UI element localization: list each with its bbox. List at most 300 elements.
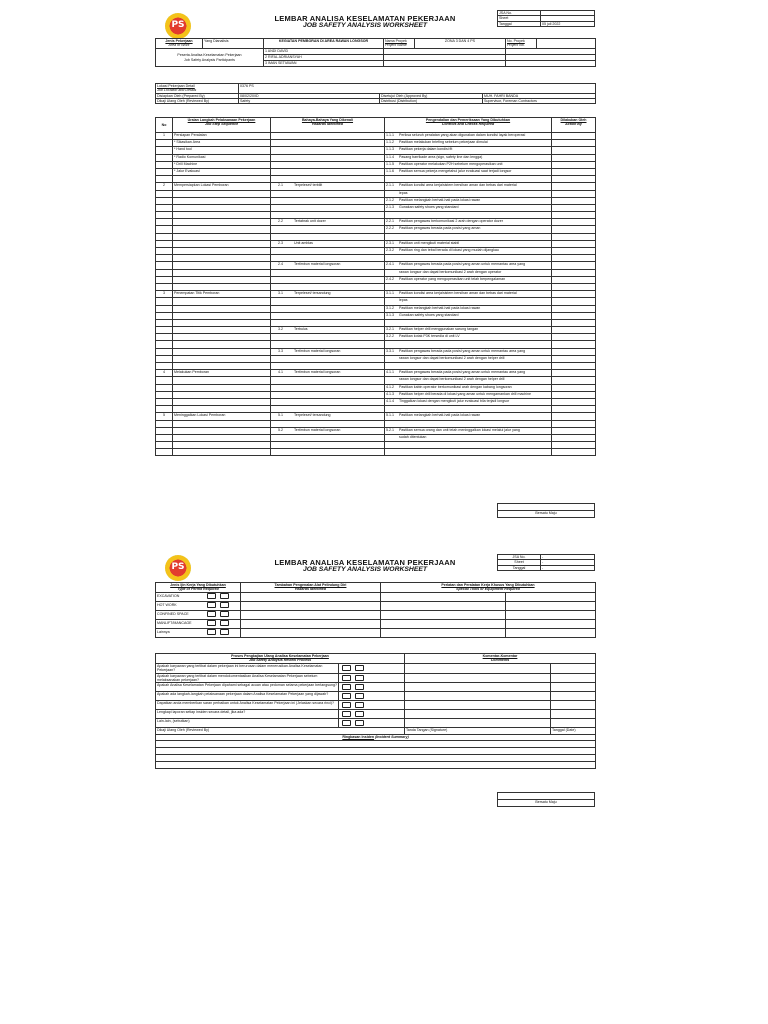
action-by-cell[interactable]: [552, 442, 596, 449]
comments-header-id: Komentar-Komentar: [482, 654, 518, 658]
step-no: [156, 319, 173, 326]
hazard-input[interactable]: [241, 593, 381, 602]
reviewed-by-value[interactable]: Safety: [239, 98, 380, 103]
comment-input-2[interactable]: [551, 701, 596, 710]
hazard-cell: [271, 420, 385, 427]
approved-by-value[interactable]: MUH. FAHRI BANDA: [483, 93, 596, 98]
table-row: [156, 248, 596, 255]
action-by-cell[interactable]: [552, 133, 596, 140]
tanggal-label: Tanggal: [498, 21, 541, 26]
control-cell: [385, 298, 552, 305]
control-text: Pastikan semua pekerja mengetahui jalur evakuasi saat terjadi longsor: [399, 168, 512, 173]
step-no: [156, 327, 173, 334]
step-text: [173, 312, 271, 319]
prepared-by-value[interactable]: 08/02/20/ID: [239, 93, 380, 98]
action-by-cell[interactable]: [552, 212, 596, 219]
permit-cell: [156, 629, 241, 638]
table-row: [156, 204, 596, 211]
jenis-pekerjaan-label: Jenis Pekerjaan: [165, 39, 193, 43]
control-cell: [385, 391, 552, 398]
hazard-no: 3.1: [278, 291, 283, 296]
tanggal-value-2[interactable]: -: [541, 565, 595, 570]
step-text: [173, 219, 271, 226]
hazard-header-en: Hazards Identified: [295, 587, 326, 592]
control-no: 2.3.1: [386, 240, 394, 245]
jsa-page-2: [155, 552, 597, 804]
control-text: Pastikan kabin operator berkomunikasi arah dengan kabang longsoran: [399, 384, 512, 389]
step-text: * Radio Komunikasi: [173, 154, 271, 161]
table-row: [156, 176, 596, 183]
action-by-cell[interactable]: [552, 262, 596, 269]
control-cell: [385, 420, 552, 427]
control-cell: [385, 212, 552, 219]
participant-3[interactable]: 3 IMAN SETIAWAN: [264, 61, 384, 67]
hazard-cell: [271, 255, 385, 262]
tools-header-id: Perlatan dan Peralatan Kerja Khusus Yang Dibutuhkan: [441, 583, 535, 587]
table-row: [156, 147, 596, 154]
hazard-cell: [271, 168, 385, 175]
hazard-cell: [271, 240, 385, 247]
control-cell: [385, 363, 552, 370]
hazard-text: Tertimbun material longsoran: [294, 427, 341, 432]
control-cell: [385, 276, 552, 283]
control-cell: [385, 370, 552, 377]
control-text: Pastikan melangkah berhati-hati pada lokasi rawan: [399, 197, 481, 202]
action-by-cell[interactable]: [552, 370, 596, 377]
control-cell: [385, 197, 552, 204]
table-row: [156, 168, 596, 175]
footer-note-2: Bersatu Maju: [498, 800, 595, 807]
review-row: [156, 710, 596, 719]
hazard-input[interactable]: [241, 620, 381, 629]
lokasi-value[interactable]: 0376 PS: [239, 84, 596, 94]
control-no: 2.1.2: [386, 197, 394, 202]
permit-checkbox-yes[interactable]: [207, 593, 216, 599]
table-row: [156, 327, 596, 334]
hazard-cell: [271, 355, 385, 362]
kegiatan-value[interactable]: KEGIATAN PEMBORAN DI AREA RAWAN LONGSOR: [264, 39, 384, 49]
action-by-cell[interactable]: [552, 154, 596, 161]
tools-input[interactable]: [381, 611, 506, 620]
action-by-cell[interactable]: [552, 276, 596, 283]
review-checkbox-yes[interactable]: [342, 675, 351, 681]
control-no: 2.3.2: [386, 248, 394, 252]
jsa-steps-table: [155, 117, 596, 456]
review-checkboxes: [339, 683, 405, 692]
action-by-cell[interactable]: [552, 226, 596, 233]
participants-label: Job Safety Analysis Participants: [184, 57, 235, 62]
control-text: Pastikan kondisi area kerja/sistem bersihan aman dan bebas dari material: [399, 183, 517, 188]
sheet-value-2[interactable]: -: [541, 560, 595, 565]
col-steps-id: Uraian Langkah Pelaksanaan Pekerjaan: [187, 118, 256, 122]
review-checkbox-yes[interactable]: [342, 711, 351, 717]
review-checkbox-yes[interactable]: [342, 702, 351, 708]
tools-input-2[interactable]: [506, 593, 596, 602]
lokasi-label: Lokasi Pekerjaan Detail: [157, 84, 195, 88]
control-text: Pastikan pekerja dalam kondisi fit: [399, 147, 453, 152]
action-by-cell[interactable]: [552, 197, 596, 204]
table-row: [156, 355, 596, 362]
company-logo: PS: [165, 13, 191, 39]
table-row: [156, 255, 596, 262]
hazard-cell: [271, 233, 385, 240]
hazard-text: Terpeleset/ terbilit: [294, 183, 323, 188]
step-no: [156, 283, 173, 290]
control-cell: [385, 183, 552, 190]
action-by-cell[interactable]: [552, 319, 596, 326]
action-by-cell[interactable]: [552, 427, 596, 434]
step-text: Mempersiapkan Lokasi Pemboran: [173, 183, 271, 190]
permit-label: EXCAVATION: [157, 593, 180, 598]
action-by-cell[interactable]: [552, 398, 596, 405]
action-by-cell[interactable]: [552, 305, 596, 312]
control-no: 1.1.4: [386, 154, 394, 159]
permit-row: [156, 602, 596, 611]
tools-input[interactable]: [381, 629, 506, 638]
action-by-cell[interactable]: [552, 168, 596, 175]
control-text: Pastikan pengawas berkomunikasi 2 arah dengan operator dozer: [399, 219, 503, 224]
control-no: 4.1.1: [386, 370, 394, 375]
step-no: [156, 226, 173, 233]
hazard-cell: [271, 262, 385, 269]
hazard-cell: [271, 183, 385, 190]
approved-by-label: Disetujui Oleh (Approved By): [380, 93, 483, 98]
review-checkbox-yes[interactable]: [342, 720, 351, 726]
control-no: 3.1.2: [386, 305, 394, 310]
hazard-text: Tertimbun material longsoran: [294, 348, 341, 353]
control-cell: [385, 377, 552, 384]
step-text: [173, 190, 271, 197]
review-checkbox-no[interactable]: [355, 665, 364, 671]
step-no: [156, 298, 173, 305]
tanggal-value[interactable]: 05 juli 2022: [541, 21, 595, 26]
permit-checkbox-yes[interactable]: [207, 629, 216, 635]
comment-input-2[interactable]: [551, 683, 596, 692]
tools-input-2[interactable]: [506, 620, 596, 629]
tools-input[interactable]: [381, 602, 506, 611]
step-no: [156, 384, 173, 391]
control-cell: [385, 226, 552, 233]
permit-checkbox-no[interactable]: [220, 629, 229, 635]
step-no: [156, 190, 173, 197]
control-cell: [385, 240, 552, 247]
control-text: Pasang barrikade area (sign, safety line dan lengga): [399, 154, 483, 159]
participant-1[interactable]: 1 ANDI DAVID: [264, 49, 384, 55]
action-by-cell[interactable]: [552, 140, 596, 147]
control-text: Pastikan kondisi area kerja/sistem bersihan aman dan bebas dari material: [399, 291, 517, 296]
action-by-cell[interactable]: [552, 391, 596, 398]
permit-checkbox-no[interactable]: [220, 602, 229, 608]
action-by-cell[interactable]: [552, 147, 596, 154]
table-row: [156, 161, 596, 168]
action-by-cell[interactable]: [552, 348, 596, 355]
prepared-by-label: Disiapkan Oleh (Prepared By): [156, 93, 239, 98]
hazard-cell: [271, 248, 385, 255]
comment-input-2[interactable]: [551, 692, 596, 701]
review-row: [156, 673, 596, 683]
zona-value[interactable]: ZONA 3 DAN 4 PS: [415, 39, 506, 49]
table-row: [156, 363, 596, 370]
control-cell: [385, 147, 552, 154]
nama-proyek-label: Nama Proyek: [385, 39, 407, 43]
tahap-label: Yang Dianalisis: [203, 39, 264, 49]
reviewed-by-label-2: Dikaji Ulang Oleh (Reviewed By): [156, 728, 405, 735]
control-no: 1.1.1: [386, 133, 394, 137]
control-no: 2.1.3: [386, 204, 394, 209]
action-by-cell[interactable]: [552, 190, 596, 197]
review-row: [156, 692, 596, 701]
step-text: * Sikasikan Area: [173, 140, 271, 147]
action-by-cell[interactable]: [552, 269, 596, 276]
action-by-cell[interactable]: [552, 384, 596, 391]
footer-note: Bersatu Maju: [498, 511, 595, 518]
hazard-no: 5.1: [278, 413, 283, 418]
step-text: [173, 283, 271, 290]
hazard-cell: [271, 212, 385, 219]
comment-input[interactable]: [405, 683, 551, 692]
permit-checkbox-no[interactable]: [220, 593, 229, 599]
hazard-no: 5.2: [278, 427, 283, 432]
hazard-cell: [271, 283, 385, 290]
form-subtitle-2: JOB SAFETY ANALYSIS WORKSHEET: [302, 566, 428, 573]
action-by-cell[interactable]: [552, 355, 596, 362]
control-text: Pastikan helper drill menggunakan sarung tangan: [399, 327, 479, 332]
step-text: * Drill Machine: [173, 161, 271, 168]
project-name-label: Project Name: [385, 43, 407, 48]
step-text: [173, 240, 271, 247]
control-text: Pastikan pengawas berada pada posisi yang aman untuk memantau area yang: [399, 262, 526, 267]
review-checkbox-no[interactable]: [355, 693, 364, 699]
control-cell: [385, 384, 552, 391]
control-cell: [385, 355, 552, 362]
tools-input[interactable]: [381, 620, 506, 629]
step-text: Meninggalkan Lokasi Pemboran: [173, 413, 271, 420]
review-table: [155, 653, 596, 769]
action-by-cell[interactable]: [552, 341, 596, 348]
col-controls-en: Controls and Checks Required: [441, 122, 495, 127]
tools-input-2[interactable]: [506, 611, 596, 620]
step-no: 5: [156, 413, 173, 420]
reviewed-by-label: Dikaji Ulang Oleh (Reviewed By): [156, 98, 239, 103]
action-by-cell[interactable]: [552, 377, 596, 384]
control-no: 3.1.1: [386, 291, 394, 296]
control-cell: [385, 140, 552, 147]
action-by-cell[interactable]: [552, 413, 596, 420]
review-question: Apakah karyawan yang terlibat dalam mendokumentasikan Analisa Keselamatan Pekerjaan sebelum melaksanakan pekerjaan?: [156, 673, 339, 683]
step-no: [156, 176, 173, 183]
review-checkbox-yes[interactable]: [342, 693, 351, 699]
hazard-cell: [271, 363, 385, 370]
control-text: Pastikan ring dan tebal berada di lokasi yang mudah dijangkau: [399, 248, 499, 252]
action-by-cell[interactable]: [552, 334, 596, 341]
hazard-input[interactable]: [241, 629, 381, 638]
form-subtitle: JOB SAFETY ANALYSIS WORKSHEET: [302, 22, 428, 29]
comment-input[interactable]: [405, 710, 551, 719]
action-by-cell[interactable]: [552, 363, 596, 370]
hazard-header-id: Tambahan Pengenalan Alat Pelindung Diri: [274, 583, 347, 587]
action-by-cell[interactable]: [552, 327, 596, 334]
control-no: 5.1.1: [386, 413, 394, 418]
col-hazards-en: Hazards Identified: [312, 122, 343, 127]
step-no: [156, 420, 173, 427]
action-by-cell[interactable]: [552, 248, 596, 255]
control-text: Pastikan operator yang mengoperasikan unit telah berpengalaman: [399, 276, 506, 281]
control-text: Pastikan semua orang dan unit telah meninggalkan lokasi melalui jalur yang: [399, 427, 520, 432]
review-checkbox-no[interactable]: [355, 702, 364, 708]
action-by-cell[interactable]: [552, 283, 596, 290]
comment-input[interactable]: [405, 701, 551, 710]
table-row: [156, 377, 596, 384]
review-question: Lain-lain, (sebutkan): [156, 719, 339, 728]
action-by-cell[interactable]: [552, 312, 596, 319]
step-text: [173, 327, 271, 334]
review-checkboxes: [339, 664, 405, 674]
table-row: [156, 291, 596, 298]
step-no: [156, 348, 173, 355]
step-text: [173, 377, 271, 384]
hazard-cell: [271, 348, 385, 355]
review-checkbox-yes[interactable]: [342, 684, 351, 690]
review-checkboxes: [339, 719, 405, 728]
control-cell: [385, 269, 552, 276]
review-checkbox-no[interactable]: [355, 675, 364, 681]
table-row: [156, 269, 596, 276]
comment-input-2[interactable]: [551, 673, 596, 683]
control-cell: [385, 204, 552, 211]
hazard-input[interactable]: [241, 611, 381, 620]
approval-table: [155, 83, 596, 104]
step-text: [173, 204, 271, 211]
table-row: [156, 305, 596, 312]
comment-input[interactable]: [405, 673, 551, 683]
comment-input-2[interactable]: [551, 710, 596, 719]
control-text: rawan longsor dan dapat berkomunikasi 2 arah dengan helper drill: [399, 377, 505, 382]
hazard-cell: [271, 370, 385, 377]
hazard-cell: [271, 398, 385, 405]
step-text: [173, 406, 271, 413]
step-text: [173, 398, 271, 405]
action-by-cell[interactable]: [552, 233, 596, 240]
project-no-label: Project No.: [507, 43, 525, 48]
action-by-cell[interactable]: [552, 291, 596, 298]
permit-cell: [156, 602, 241, 611]
jsa-page-1: [155, 10, 597, 515]
table-row: [156, 370, 596, 377]
review-checkbox-yes[interactable]: [342, 665, 351, 671]
action-by-cell[interactable]: [552, 161, 596, 168]
action-by-cell[interactable]: [552, 420, 596, 427]
step-no: 3: [156, 291, 173, 298]
jsa-no-value-2[interactable]: -: [541, 555, 595, 560]
review-header-en: Job Safety Analysis Review Process: [248, 658, 312, 663]
step-no: [156, 427, 173, 434]
permit-checkbox-yes[interactable]: [207, 611, 216, 617]
action-by-cell[interactable]: [552, 176, 596, 183]
permit-checkbox-yes[interactable]: [207, 602, 216, 608]
action-by-cell[interactable]: [552, 219, 596, 226]
action-by-cell[interactable]: [552, 255, 596, 262]
comment-input[interactable]: [405, 664, 551, 674]
incident-header-id: Ringkasan Insiden: [342, 735, 375, 740]
table-row: [156, 183, 596, 190]
step-no: [156, 147, 173, 154]
permit-row: [156, 629, 596, 638]
table-row: [156, 276, 596, 283]
hazard-cell: [271, 413, 385, 420]
control-cell: [385, 154, 552, 161]
hazard-cell: [271, 298, 385, 305]
job-info-table: [155, 38, 596, 67]
control-cell: [385, 248, 552, 255]
distribution-value[interactable]: Supervisor, Foreman Contractors: [483, 98, 596, 103]
action-by-cell[interactable]: [552, 204, 596, 211]
review-checkbox-no[interactable]: [355, 711, 364, 717]
tools-input-2[interactable]: [506, 629, 596, 638]
hazard-input[interactable]: [241, 602, 381, 611]
table-row: [156, 398, 596, 405]
hazard-cell: [271, 291, 385, 298]
table-row: [156, 413, 596, 420]
permit-checkbox-yes[interactable]: [207, 620, 216, 626]
control-cell: [385, 319, 552, 326]
step-no: [156, 140, 173, 147]
review-checkboxes: [339, 673, 405, 683]
step-no: [156, 377, 173, 384]
hazard-text: Tertimbun material longsoran: [294, 262, 341, 267]
tools-input[interactable]: [381, 593, 506, 602]
permit-checkbox-no[interactable]: [220, 611, 229, 617]
permit-header-id: Jenis Ijin Kerja Yang Dibutuhkan: [170, 583, 226, 587]
hazard-cell: [271, 226, 385, 233]
tools-input-2[interactable]: [506, 602, 596, 611]
step-no: [156, 406, 173, 413]
hazard-text: Terbulus: [294, 327, 308, 332]
step-text: [173, 442, 271, 449]
permit-checkbox-no[interactable]: [220, 620, 229, 626]
action-by-cell[interactable]: [552, 434, 596, 441]
review-checkbox-no[interactable]: [355, 684, 364, 690]
action-by-cell[interactable]: [552, 240, 596, 247]
step-no: [156, 219, 173, 226]
review-row: [156, 664, 596, 674]
step-text: [173, 233, 271, 240]
hazard-cell: [271, 204, 385, 211]
sheet-label: Sheet: [498, 16, 541, 21]
comment-input-2[interactable]: [551, 719, 596, 728]
step-text: [173, 420, 271, 427]
step-no: 1: [156, 133, 173, 140]
table-row: [156, 133, 596, 140]
action-by-cell[interactable]: [552, 406, 596, 413]
review-row: [156, 701, 596, 710]
step-text: [173, 319, 271, 326]
step-no: [156, 204, 173, 211]
action-by-cell[interactable]: [552, 298, 596, 305]
action-by-cell[interactable]: [552, 183, 596, 190]
control-cell: [385, 255, 552, 262]
participant-2[interactable]: 2 RIFAL ADRIANSYAH: [264, 55, 384, 61]
comment-input-2[interactable]: [551, 664, 596, 674]
control-text: Pastikan melangkah berhati-hati pada lokasi rawan: [399, 413, 481, 418]
review-checkbox-no[interactable]: [355, 720, 364, 726]
hazard-cell: [271, 341, 385, 348]
action-by-cell[interactable]: [552, 449, 596, 456]
control-no: 2.1.1: [386, 183, 394, 188]
comment-input[interactable]: [405, 692, 551, 701]
step-text: [173, 276, 271, 283]
step-no: [156, 255, 173, 262]
comment-input[interactable]: [405, 719, 551, 728]
